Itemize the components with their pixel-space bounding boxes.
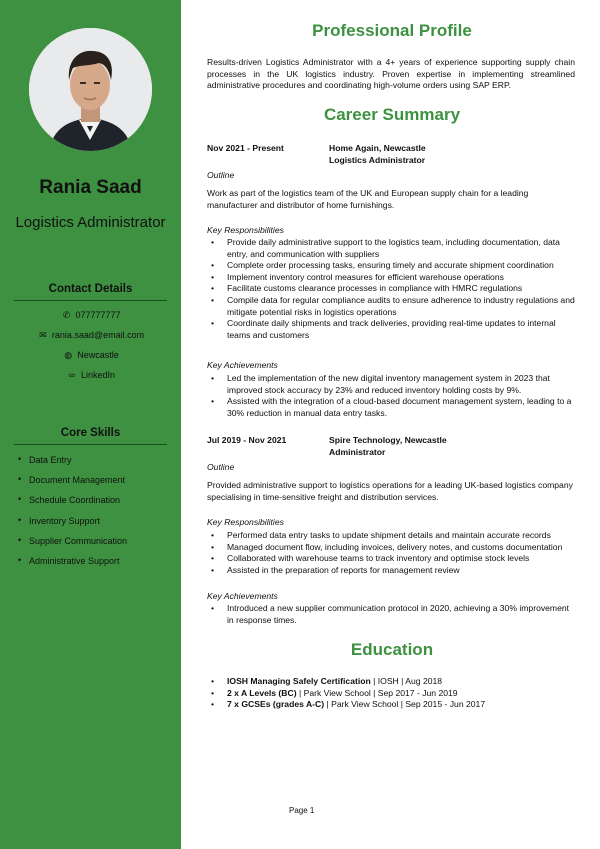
achievements-list <box>207 373 575 419</box>
list-item: • Assisted in the preparation of reports for management review <box>207 565 575 577</box>
skill-item: • Administrative Support <box>18 556 127 576</box>
responsibilities-list <box>207 237 575 341</box>
list-item: • Led the implementation of the new digital inventory management system in 2023 that improved stock accuracy by 23% and reduced inventory holding costs by 9%. <box>207 373 575 396</box>
contact-location: ◍ Newcastle <box>0 350 181 361</box>
job-outline: Work as part of the logistics team of the UK and European supply chain for a leading manufacturer and distributor of home furnishings. <box>207 188 529 210</box>
education-item: • IOSH Managing Safely Certification | IOSH | Aug 2018 <box>207 676 575 688</box>
contact-linkedin[interactable]: ∞ LinkedIn <box>0 370 181 380</box>
education-item: • 7 x GCSEs (grades A-C) | Park View School | Sep 2015 - Jun 2017 <box>207 699 575 711</box>
responsibilities-label: Key Responsibilities <box>207 225 284 235</box>
phone-icon: ✆ <box>62 310 71 320</box>
job-outline: Provided administrative support to logistics operations for a leading UK-based logistics company specialising in time-sensitive freight and distribution services. <box>207 480 573 502</box>
education-heading: Education <box>350 640 434 659</box>
list-item: • Provide daily administrative support to the logistics team, including documentation, data entry, and communication with suppliers <box>207 237 575 260</box>
candidate-name: Rania Saad <box>39 177 142 198</box>
sidebar <box>0 0 181 849</box>
list-item: • Assisted with the integration of a cloud-based document management system, leading to a 30% reduction in manual data entry tasks. <box>207 396 575 419</box>
responsibilities-label: Key Responsibilities <box>207 517 284 527</box>
job-dates: Nov 2021 - Present <box>207 143 284 153</box>
job-company: Spire Technology, Newcastle <box>329 435 447 445</box>
skills-heading: Core Skills <box>14 427 167 445</box>
achievements-label: Key Achievements <box>207 591 278 601</box>
skill-item: • Schedule Coordination <box>18 495 127 515</box>
education-item: • 2 x A Levels (BC) | Park View School | Sep 2017 - Jun 2019 <box>207 688 575 700</box>
job-role: Administrator <box>329 447 386 457</box>
page-number: Page 1 <box>289 806 315 815</box>
profile-heading: Professional Profile <box>312 21 472 40</box>
profile-text: Results-driven Logistics Administrator with a 4+ years of experience supporting supply chain processes in the UK logistics industry. Proven expertise in implementing streamlined administrative procedures and coordinating high-volume orders using SAP ERP. <box>207 57 575 91</box>
education-list <box>207 676 575 711</box>
list-item: • Collaborated with warehouse teams to track inventory and optimise stock levels <box>207 553 575 565</box>
link-icon: ∞ <box>68 370 76 380</box>
career-heading: Career Summary <box>323 105 461 124</box>
list-item: • Introduced a new supplier communication protocol in 2020, achieving a 30% improvement in response times. <box>207 603 575 626</box>
job-company: Home Again, Newcastle <box>329 143 426 153</box>
outline-label: Outline <box>207 462 235 472</box>
skill-item: • Document Management <box>18 475 127 495</box>
list-item: • Performed data entry tasks to update shipment details and maintain accurate records <box>207 530 575 542</box>
outline-label: Outline <box>207 170 235 180</box>
skill-item: • Supplier Communication <box>18 536 127 556</box>
list-item: • Implement inventory control measures for efficient warehouse operations <box>207 272 575 284</box>
contact-heading: Contact Details <box>14 283 167 301</box>
job-dates: Jul 2019 - Nov 2021 <box>207 435 287 445</box>
list-item: • Compile data for regular compliance audits to ensure adherence to industry regulations and mitigate potential risks in logistics operations <box>207 295 575 318</box>
contact-phone: ✆ 077777777 <box>0 310 181 321</box>
achievements-label: Key Achievements <box>207 360 278 370</box>
envelope-icon: ✉ <box>39 330 47 340</box>
list-item: • Coordinate daily shipments and track deliveries, providing real-time updates to internal teams and customers <box>207 318 575 341</box>
skill-item: • Data Entry <box>18 455 127 475</box>
responsibilities-list <box>207 530 575 576</box>
candidate-title: Logistics Administrator <box>15 214 166 231</box>
list-item: • Managed document flow, including invoices, delivery notes, and customs documentation <box>207 542 575 554</box>
skills-list <box>18 455 127 576</box>
list-item: • Facilitate customs clearance processes in compliance with HMRC regulations <box>207 283 575 295</box>
skill-item: • Inventory Support <box>18 516 127 536</box>
achievements-list <box>207 603 575 626</box>
list-item: • Complete order processing tasks, ensuring timely and accurate shipment coordination <box>207 260 575 272</box>
profile-photo <box>29 28 152 151</box>
job-role: Logistics Administrator <box>329 155 426 165</box>
globe-icon: ◍ <box>64 350 73 360</box>
contact-email[interactable]: ✉ rania.saad@email.com <box>0 330 181 341</box>
